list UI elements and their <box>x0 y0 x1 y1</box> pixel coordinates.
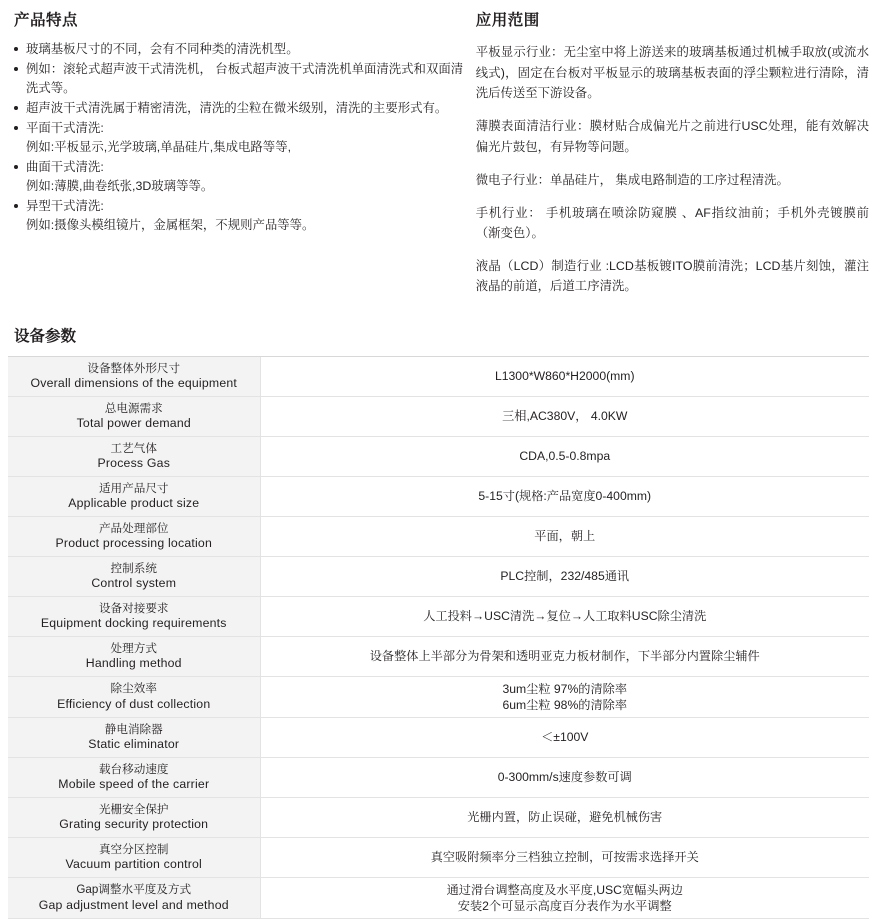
scope-paragraph: 手机行业： 手机玻璃在喷涂防窥膜 、AF指纹油前；手机外壳镀膜前（渐变色）。 <box>475 205 869 241</box>
feature-text: 玻璃基板尺寸的不同，会有不同种类的清洗机型。 <box>26 42 299 56</box>
param-value <box>260 797 869 837</box>
param-label-en: Grating security protection <box>59 817 209 832</box>
param-value <box>260 476 869 516</box>
param-value-line: 5-15寸(规格:产品宽度0-400mm) <box>478 489 652 504</box>
table-row <box>8 676 869 717</box>
param-label-en: Overall dimensions of the equipment <box>30 376 238 391</box>
features-column <box>8 0 474 306</box>
param-value <box>260 556 869 596</box>
param-value <box>260 676 869 717</box>
table-row <box>8 396 869 436</box>
param-label-en: Efficiency of dust collection <box>57 696 211 711</box>
param-value-line: 6um尘粒 98%的清除率 <box>502 697 628 712</box>
features-list <box>14 40 474 235</box>
param-label <box>8 636 260 676</box>
table-row <box>8 837 869 877</box>
param-label-cn: 工艺气体 <box>110 441 157 455</box>
param-label-en: Product processing location <box>55 536 212 551</box>
param-value <box>260 357 869 397</box>
list-item <box>14 60 474 98</box>
param-label-cn: 除尘效率 <box>110 682 157 696</box>
param-value-line: CDA,0.5-0.8mpa <box>519 449 611 464</box>
param-label-cn: 控制系统 <box>110 561 157 575</box>
param-label <box>8 476 260 516</box>
list-item <box>14 119 474 157</box>
param-label-cn: 静电消除器 <box>104 722 163 736</box>
param-value-line: 通过滑台调整高度及水平度,USC宽幅头两边 <box>446 882 683 897</box>
param-value-line: 人工投料→USC清洗→复位→人工取料USC除尘清洗 <box>423 609 707 624</box>
list-item <box>14 197 474 235</box>
feature-text: 超声波干式清洗属于精密清洗，清洗的尘粒在微米级别，清洗的主要形式有。 <box>26 101 448 115</box>
param-label-cn: Gap调整水平度及方式 <box>76 883 192 897</box>
param-label <box>8 837 260 877</box>
table-row <box>8 556 869 596</box>
param-value-line: 平面，朝上 <box>534 529 596 544</box>
param-label-cn: 总电源需求 <box>104 401 163 415</box>
param-value-line: PLC控制，232/485通讯 <box>500 569 630 584</box>
param-value <box>260 436 869 476</box>
param-label-cn: 真空分区控制 <box>98 842 169 856</box>
feature-text: 异型干式清洗: <box>26 199 104 213</box>
param-value <box>260 596 869 636</box>
param-label <box>8 717 260 757</box>
feature-subtext: 例如:薄膜,曲卷纸张,3D玻璃等等。 <box>26 179 214 193</box>
param-value-line: 真空吸附频率分三档独立控制，可按需求选择开关 <box>430 850 699 865</box>
param-label <box>8 516 260 556</box>
table-row <box>8 797 869 837</box>
table-row <box>8 757 869 797</box>
param-label-cn: 光栅安全保护 <box>98 802 169 816</box>
param-label <box>8 357 260 397</box>
param-label-en: Mobile speed of the carrier <box>58 777 210 792</box>
param-value-line: 光栅内置，防止误碰，避免机械伤害 <box>467 810 663 825</box>
list-item <box>14 99 474 118</box>
list-item <box>14 40 474 59</box>
table-row <box>8 636 869 676</box>
param-label <box>8 676 260 717</box>
scope-title: 应用范围 <box>475 12 540 29</box>
param-value <box>260 516 869 556</box>
param-value <box>260 396 869 436</box>
param-label <box>8 436 260 476</box>
param-label <box>8 556 260 596</box>
bullet-icon <box>14 126 18 130</box>
param-label-en: Gap adjustment level and method <box>38 897 229 912</box>
table-row <box>8 717 869 757</box>
param-label <box>8 797 260 837</box>
param-value-line: 0-300mm/s速度参数可调 <box>497 770 632 785</box>
feature-text: 平面干式清洗: <box>26 121 104 135</box>
table-row <box>8 476 869 516</box>
feature-text: 曲面干式清洗: <box>26 160 104 174</box>
param-value-line: 安装2个可显示高度百分表作为水平调整 <box>457 898 672 913</box>
param-label-cn: 处理方式 <box>110 641 157 655</box>
bullet-icon <box>14 47 18 51</box>
param-value-line: 3um尘粒 97%的清除率 <box>502 681 628 696</box>
scope-paragraph: 薄膜表面清洁行业：膜材贴合成偏光片之前进行USC处理，能有效解决偏光片鼓包，有异物等问题。 <box>475 119 869 154</box>
param-label <box>8 596 260 636</box>
param-label-en: Handling method <box>85 656 182 671</box>
param-label-cn: 适用产品尺寸 <box>98 481 169 495</box>
param-label-cn: 设备整体外形尺寸 <box>87 361 181 375</box>
top-section <box>0 0 877 306</box>
feature-subtext: 例如:摄像头模组镜片，金属框架，不规则产品等等。 <box>26 218 315 232</box>
param-value <box>260 636 869 676</box>
param-value <box>260 717 869 757</box>
features-title: 产品特点 <box>14 12 79 29</box>
param-label-en: Total power demand <box>76 416 191 431</box>
param-label-cn: 设备对接要求 <box>98 601 169 615</box>
bullet-icon <box>14 106 18 110</box>
scope-paragraph: 平板显示行业：无尘室中将上游送来的玻璃基板通过机械手取放(或流水线式)，固定在台板对平板显示的玻璃基板表面的浮尘颗粒进行清除，清洗后传送至下游设备。 <box>475 45 869 101</box>
table-row <box>8 436 869 476</box>
param-label-en: Applicable product size <box>68 496 200 511</box>
params-title: 设备参数 <box>14 327 77 345</box>
list-item <box>14 158 474 196</box>
params-table-wrap <box>8 356 869 919</box>
param-label <box>8 757 260 797</box>
param-value <box>260 877 869 918</box>
param-label-en: Vacuum partition control <box>65 857 202 872</box>
feature-subtext: 例如:平板显示,光学玻璃,单晶硅片,集成电路等等, <box>26 140 292 154</box>
bullet-icon <box>14 67 18 71</box>
bullet-icon <box>14 165 18 169</box>
table-row <box>8 596 869 636</box>
table-row <box>8 877 869 918</box>
param-label-en: Control system <box>91 576 177 591</box>
scope-paragraph: 液晶（LCD）制造行业 :LCD基板镀ITO膜前清洗；LCD基片刻蚀，灌注液晶的前道，后道工序清洗。 <box>475 258 869 294</box>
scope-column <box>474 0 869 306</box>
bullet-icon <box>14 204 18 208</box>
param-value <box>260 757 869 797</box>
param-value-line: ＜±100V <box>541 730 589 745</box>
param-value-line: 设备整体上半部分为骨架和透明亚克力板材制作，下半部分内置除尘辅件 <box>369 649 760 664</box>
table-row <box>8 516 869 556</box>
param-label-cn: 产品处理部位 <box>98 521 169 535</box>
param-label <box>8 877 260 918</box>
table-row <box>8 357 869 397</box>
param-value-line: 三相,AC380V， 4.0KW <box>502 409 628 424</box>
param-label-cn: 载台移动速度 <box>98 762 169 776</box>
params-table <box>8 357 869 919</box>
param-label <box>8 396 260 436</box>
feature-text: 例如：滚轮式超声波干式清洗机， 台板式超声波干式清洗机单面清洗式和双面清洗式等。 <box>26 62 464 95</box>
param-label-en: Static eliminator <box>88 737 180 752</box>
scope-paragraph: 微电子行业：单晶硅片， 集成电路制造的工序过程清洗。 <box>475 172 789 187</box>
param-label-en: Equipment docking requirements <box>40 616 227 631</box>
param-value <box>260 837 869 877</box>
param-value-line: L1300*W860*H2000(mm) <box>494 369 635 384</box>
param-label-en: Process Gas <box>97 456 171 471</box>
